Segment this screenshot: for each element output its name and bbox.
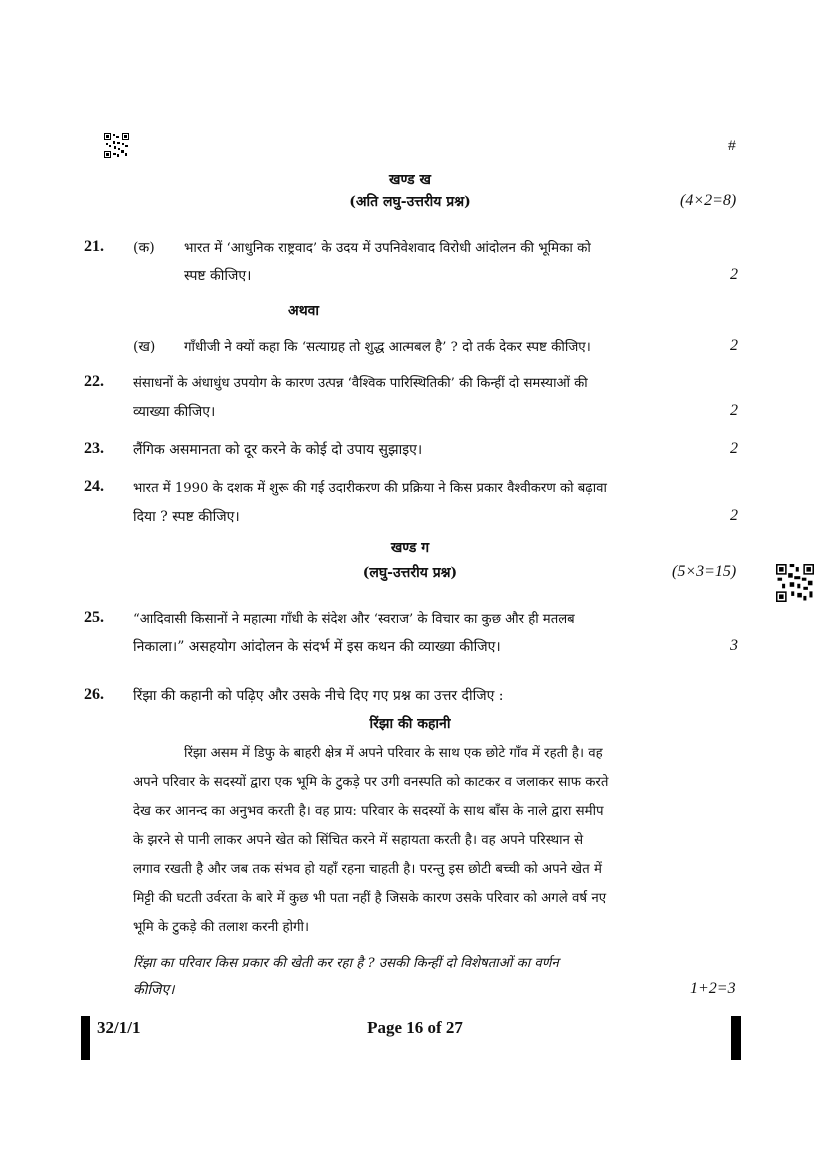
q23-line1: लैंगिक असमानता को दूर करने के कोई दो उपाय सुझाइए। [133,442,423,458]
section-b-marks: (4×2=8) [680,192,737,209]
q23-marks: 2 [730,440,738,457]
q22-line1: संसाधनों के अंधाधुंध उपयोग के कारण उत्पन्न ‘वैश्विक पारिस्थितिकी’ की किन्हीं दो समस्याओं की [133,376,588,391]
q23-number: 23. [84,440,104,457]
q21-part-b-marks: 2 [730,337,738,354]
q21-part-b-text: गाँधीजी ने क्यों कहा कि ‘सत्याग्रह तो शुद्ध आत्मबल है’ ? दो तर्क देकर स्पष्ट कीजिए। [184,340,591,355]
q21-part-b-label: (ख) [133,339,156,355]
q24-line2: दिया ? स्पष्ट कीजिए। [133,509,240,525]
q22-marks: 2 [730,402,738,419]
q25-line1: “आदिवासी किसानों ने महात्मा गाँधी के संदेश और ‘स्वराज’ के विचार का कुछ और ही मतलब [133,612,575,627]
story-line-4: के झरने से पानी लाकर अपने खेत को सिंचित करने में सहायता करती है। वह अपने परिस्थान से [133,833,584,848]
hash-mark: # [728,137,736,153]
story-line-5: लगाव रखती है और जब तक संभव हो यहाँ रहना चाहती है। परन्तु इस छोटी बच्ची को अपने खेत में [133,862,602,877]
qr-code-side [776,564,814,602]
q22-number: 22. [84,373,104,390]
q26-question-line1: रिंझा का परिवार किस प्रकार की खेती कर रहा है ? उसकी किन्हीं दो विशेषताओं का वर्णन [133,956,559,971]
q25-number: 25. [84,609,104,626]
q26-story-title: रिंझा की कहानी [369,716,451,732]
q25-marks: 3 [730,637,738,654]
q21-or-text: अथवा [288,303,320,319]
section-c-marks: (5×3=15) [672,563,737,580]
footer-left-bar [81,1016,90,1060]
story-line-6: मिट्टी की घटती उर्वरता के बारे में कुछ भी पता नहीं है जिसके कारण उसके परिवार को अगले वर्ष नए [133,891,607,906]
q26-marks: 1+2=3 [690,980,736,997]
section-b-subtitle: (अति लघु-उत्तरीय प्रश्न) [349,194,471,210]
section-b-title: खण्ड ख [389,172,431,188]
q26-intro: रिंझा की कहानी को पढ़िए और उसके नीचे दिए गए प्रश्न का उत्तर दीजिए : [133,688,504,704]
q24-marks: 2 [730,507,738,524]
story-line-7: भूमि के टुकड़े की तलाश करनी होगी। [133,920,310,935]
q25-line2: निकाला।” असहयोग आंदोलन के संदर्भ में इस कथन की व्याख्या कीजिए। [133,639,501,655]
footer-right-bar [731,1016,741,1060]
q24-line1: भारत में 1990 के दशक में शुरू की गई उदारीकरण की प्रक्रिया ने किस प्रकार वैश्वीकरण को बढ़ावा [133,481,607,496]
footer-page: Page 16 of 27 [367,1018,463,1037]
story-line-2: अपने परिवार के सदस्यों द्वारा एक भूमि के टुकड़े पर उगी वनस्पति को काटकर व जलाकर साफ करते [133,775,609,790]
q24-number: 24. [84,478,104,495]
q21-part-a-label: (क) [133,240,155,256]
q22-line2: व्याख्या कीजिए। [133,404,216,420]
section-c-subtitle: (लघु-उत्तरीय प्रश्न) [362,565,458,581]
q21-part-a-marks: 2 [730,266,738,283]
q21-number: 21. [84,238,104,255]
q21-part-a-line1: भारत में ‘आधुनिक राष्ट्रवाद’ के उदय में उपनिवेशवाद विरोधी आंदोलन की भूमिका को [184,241,591,256]
section-c-title: खण्ड ग [390,540,430,556]
qr-code-top [104,133,129,158]
footer-code: 32/1/1 [97,1018,141,1037]
story-line-1: रिंझा असम में डिफु के बाहरी क्षेत्र में अपने परिवार के साथ एक छोटे गाँव में रहती है। वह [184,746,603,761]
story-line-3: देख कर आनन्द का अनुभव करती है। वह प्राय: परिवार के सदस्यों के साथ बाँस के नाले द्वारा समीप [133,804,604,819]
q26-question-line2: कीजिए। [133,982,175,998]
q26-number: 26. [84,686,104,703]
q21-part-a-line2: स्पष्ट कीजिए। [184,268,252,284]
